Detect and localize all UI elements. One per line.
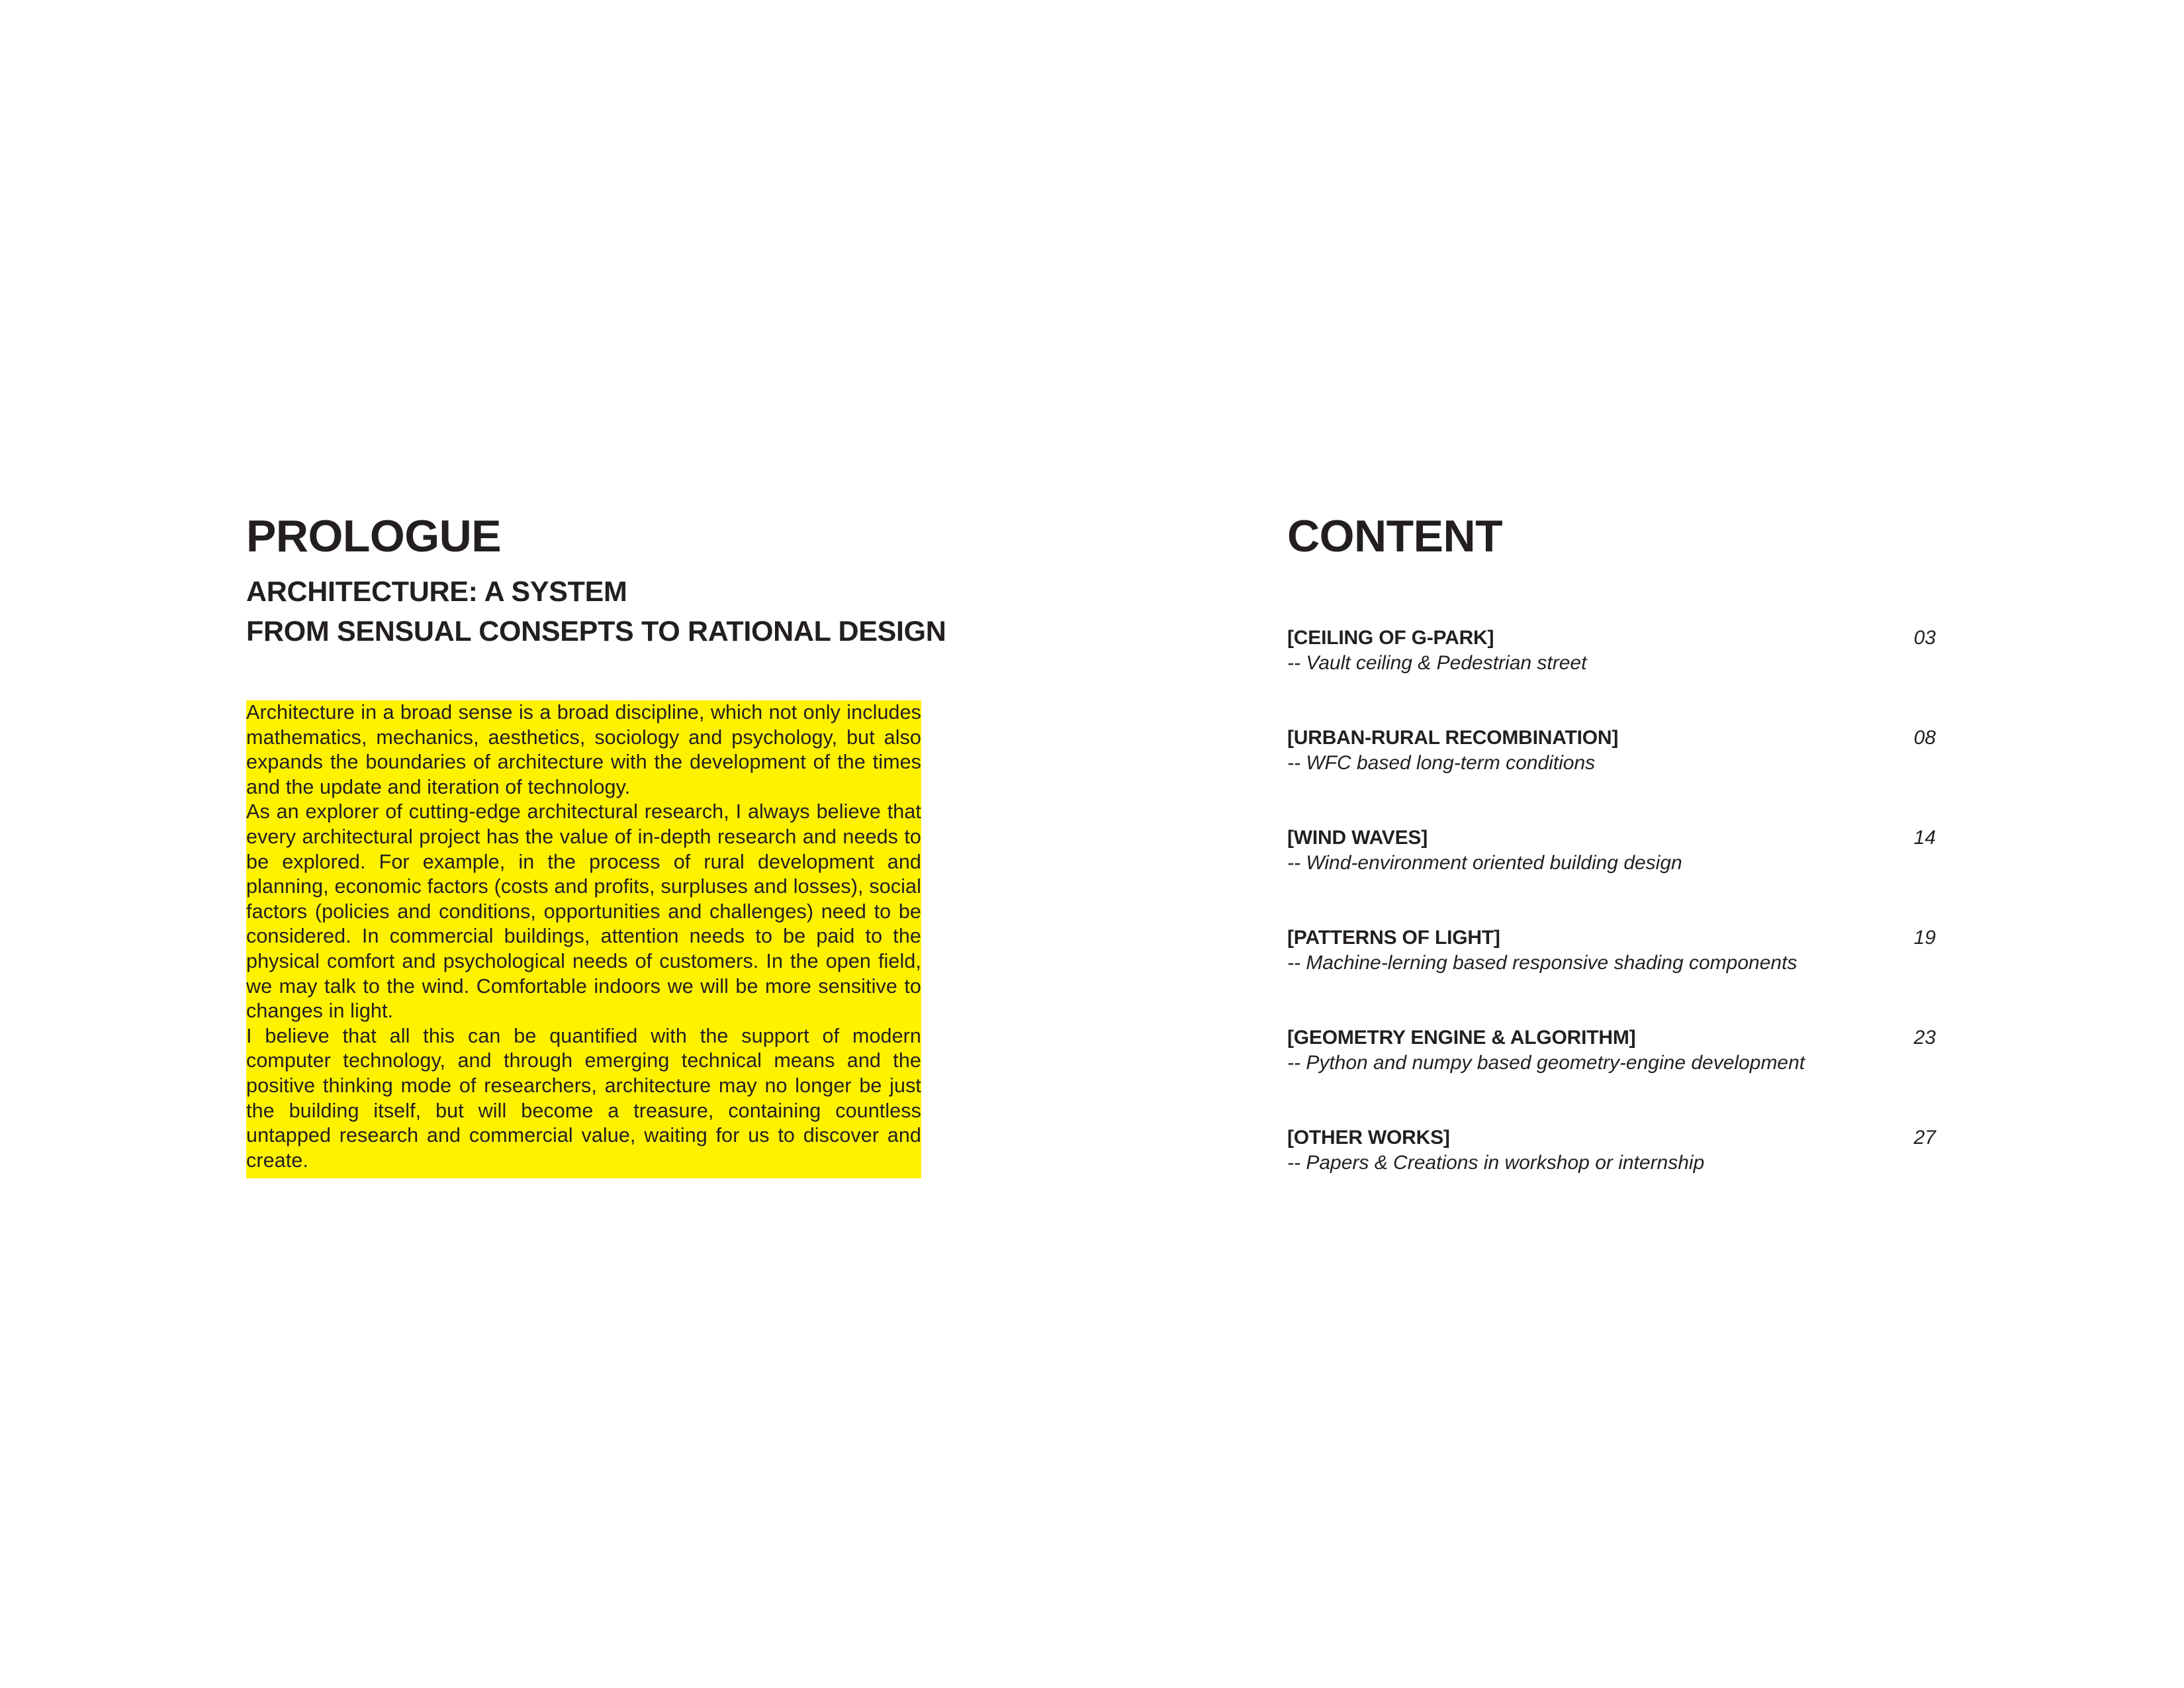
prologue-subtitle-line-1: ARCHITECTURE: A SYSTEM <box>246 575 627 608</box>
table-of-contents <box>1287 626 1936 1225</box>
toc-item-other-works[interactable] <box>1287 1125 1936 1225</box>
toc-item-subtitle: -- Wind-environment oriented building design <box>1287 852 1682 874</box>
content-section <box>1287 510 1936 1174</box>
prologue-subtitle <box>246 572 946 651</box>
toc-item-subtitle: -- Python and numpy based geometry-engine development <box>1287 1052 1805 1074</box>
toc-item-geometry-engine-algorithm[interactable] <box>1287 1025 1936 1125</box>
toc-item-page-number: 14 <box>1913 827 1936 849</box>
toc-item-title: [PATTERNS OF LIGHT] <box>1287 927 1500 949</box>
content-title: CONTENT <box>1287 511 1503 561</box>
toc-item-title: [OTHER WORKS] <box>1287 1127 1450 1149</box>
prologue-subtitle-line-2: FROM SENSUAL CONSEPTS TO RATIONAL DESIGN <box>246 615 946 647</box>
toc-item-title: [WIND WAVES] <box>1287 827 1428 849</box>
toc-item-subtitle: -- WFC based long-term conditions <box>1287 752 1596 774</box>
toc-item-title: [URBAN-RURAL RECOMBINATION] <box>1287 727 1619 749</box>
prologue-paragraph-1: Architecture in a broad sense is a broad discipline, which not only includes mathematics, mechanics, aesthetics, sociology and psychology, but also expands the boundaries of architecture with the development of the times and the update and iteration of technology. <box>246 701 921 798</box>
prologue-title: PROLOGUE <box>246 511 502 561</box>
toc-item-ceiling-of-g-park[interactable] <box>1287 626 1936 726</box>
prologue-paragraph-3: I believe that all this can be quantified with the support of modern computer technology, and through emerging technical means and the positive thinking mode of researchers, architecture may no longer be just the building itself, but will become a treasure, containing countless untapped research and commercial value, waiting for us to discover and create. <box>246 1024 921 1172</box>
toc-item-subtitle: -- Machine-lerning based responsive shading components <box>1287 952 1797 974</box>
toc-item-urban-rural-recombination[interactable] <box>1287 726 1936 825</box>
toc-item-subtitle: -- Papers & Creations in workshop or internship <box>1287 1152 1705 1174</box>
toc-item-page-number: 27 <box>1913 1127 1936 1149</box>
toc-item-page-number: 19 <box>1913 927 1936 949</box>
prologue-paragraph-2: As an explorer of cutting-edge architectural research, I always believe that every architectural project has the value of in-depth research and needs to be explored. For example, in the process of rural development and planning, economic factors (costs and profits, surpluses and losses), social factors (policies and conditions, opportunities and challenges) need to be considered. In commercial buildings, attention needs to be paid to the physical comfort and psychological needs of customers. In the open field, we may talk to the wind. Comfortable indoors we will be more sensitive to changes in light. <box>246 800 921 1023</box>
toc-item-title: [GEOMETRY ENGINE & ALGORITHM] <box>1287 1027 1636 1049</box>
toc-item-patterns-of-light[interactable] <box>1287 925 1936 1025</box>
toc-item-wind-waves[interactable] <box>1287 825 1936 925</box>
toc-item-page-number: 03 <box>1913 627 1936 649</box>
toc-item-title: [CEILING OF G-PARK] <box>1287 627 1494 649</box>
prologue-section <box>246 510 946 1172</box>
toc-item-page-number: 23 <box>1913 1027 1936 1049</box>
toc-item-subtitle: -- Vault ceiling & Pedestrian street <box>1287 652 1587 674</box>
toc-item-page-number: 08 <box>1913 727 1936 749</box>
prologue-highlighted-text <box>246 700 921 1178</box>
